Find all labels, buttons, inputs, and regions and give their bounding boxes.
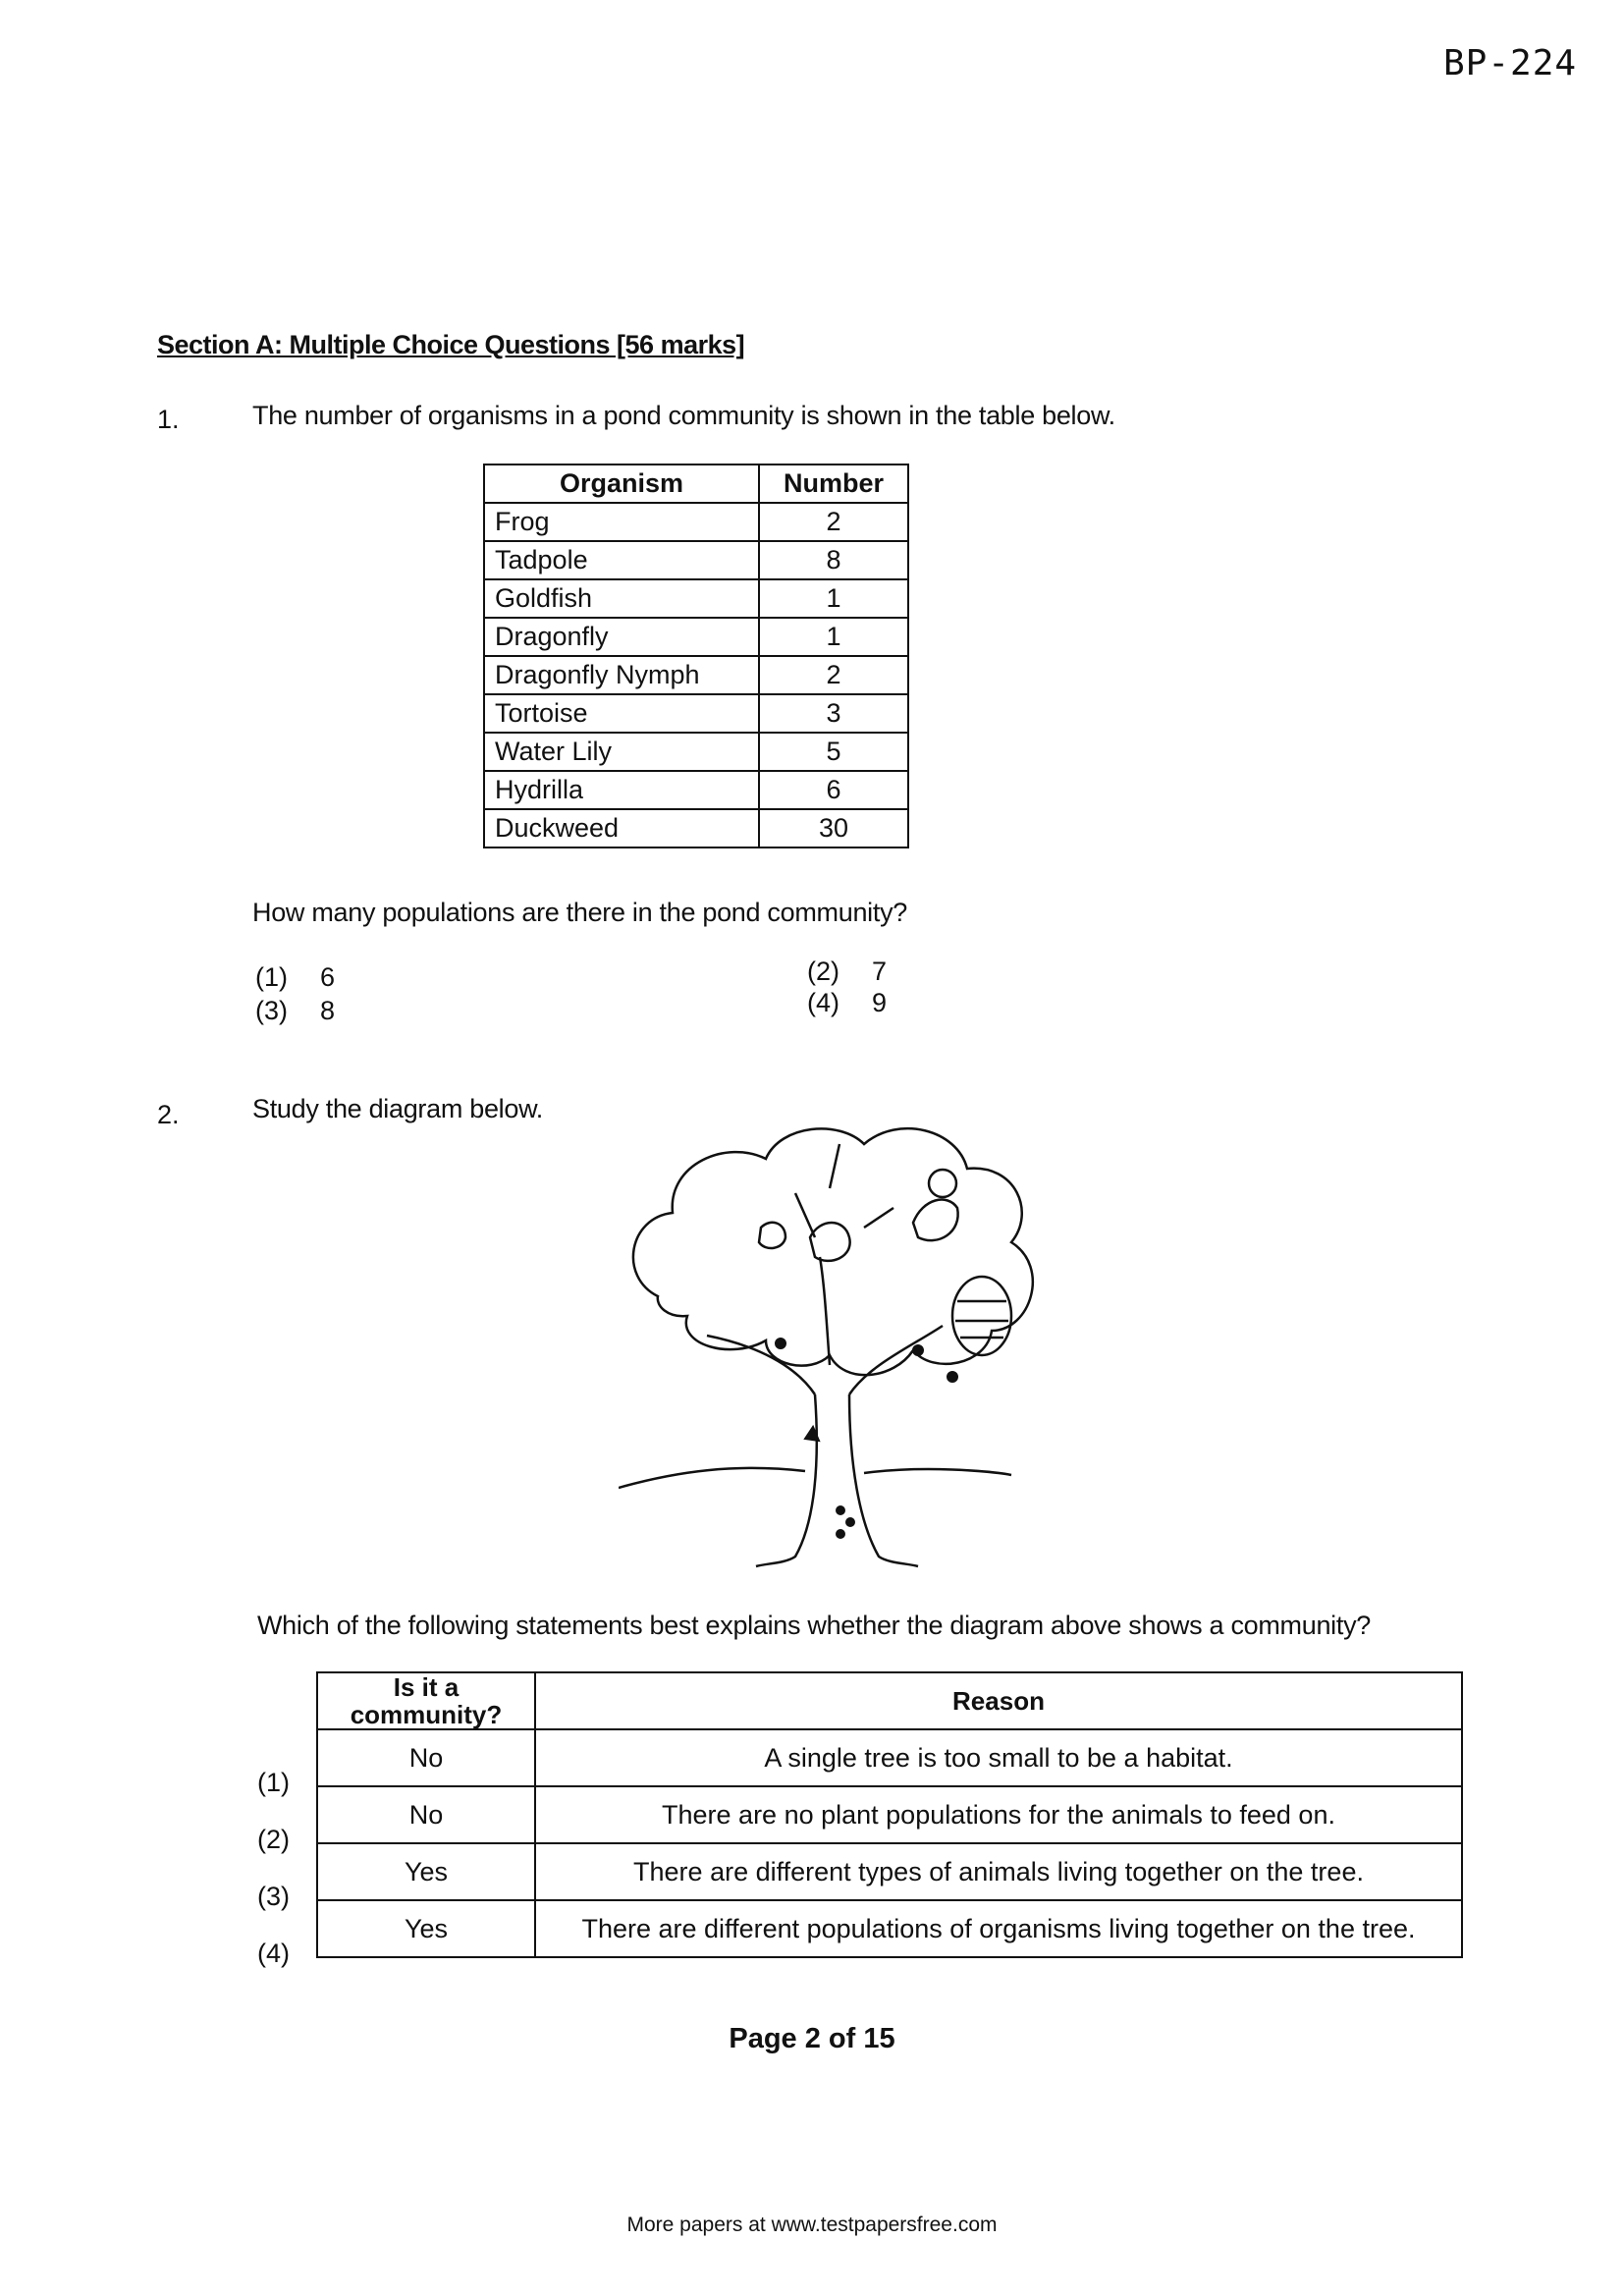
question-2-prompt: Which of the following statements best explains whether the diagram above shows a community?	[257, 1611, 1371, 1640]
option-1[interactable]	[255, 962, 335, 993]
option-2[interactable]	[807, 957, 887, 987]
paper-code: BP-224	[1443, 43, 1578, 83]
answer-row-label-3: (3)	[257, 1882, 290, 1911]
organism-header: Organism	[484, 465, 759, 503]
reason-header: Reason	[535, 1672, 1462, 1729]
answer-row-label-4: (4)	[257, 1939, 290, 1968]
organism-cell: Dragonfly Nymph	[484, 656, 759, 694]
footer-site: More papers at www.testpapersfree.com	[626, 2214, 998, 2236]
organism-cell: Hydrilla	[484, 771, 759, 809]
option-value: 8	[320, 996, 336, 1025]
number-cell: 3	[759, 694, 908, 733]
answer-row-3[interactable]	[317, 1843, 1462, 1900]
question-1-number: 1.	[157, 405, 180, 434]
option-4[interactable]	[807, 988, 887, 1018]
answer-cell: No	[317, 1786, 535, 1843]
answer-row-2[interactable]	[317, 1786, 1462, 1843]
answer-table	[316, 1671, 1463, 1958]
community-header: Is it a community?	[317, 1672, 535, 1729]
number-cell: 2	[759, 656, 908, 694]
table-row	[484, 503, 908, 541]
answer-row-4[interactable]	[317, 1900, 1462, 1957]
option-label: (2)	[807, 957, 839, 986]
number-cell: 1	[759, 579, 908, 618]
option-label: (1)	[255, 962, 288, 992]
answer-row-label-2: (2)	[257, 1825, 290, 1854]
organism-cell: Duckweed	[484, 809, 759, 847]
organism-cell: Goldfish	[484, 579, 759, 618]
page-number: Page 2 of 15	[729, 2023, 895, 2054]
table-row	[484, 618, 908, 656]
organism-table	[483, 464, 909, 848]
number-cell: 1	[759, 618, 908, 656]
question-2-text: Study the diagram below.	[252, 1094, 543, 1123]
table-row	[484, 579, 908, 618]
organism-cell: Dragonfly	[484, 618, 759, 656]
table-row	[484, 541, 908, 579]
number-cell: 6	[759, 771, 908, 809]
answer-cell: No	[317, 1729, 535, 1786]
option-label: (3)	[255, 996, 288, 1025]
option-value: 9	[872, 988, 888, 1017]
question-1-text: The number of organisms in a pond community is shown in the table below.	[252, 401, 1115, 430]
organism-cell: Tadpole	[484, 541, 759, 579]
number-cell: 30	[759, 809, 908, 847]
table-row	[484, 656, 908, 694]
option-3[interactable]	[255, 996, 335, 1026]
organism-cell: Frog	[484, 503, 759, 541]
number-header: Number	[759, 465, 908, 503]
answer-cell: Yes	[317, 1843, 535, 1900]
table-row	[484, 771, 908, 809]
reason-cell: There are different types of animals living together on the tree.	[535, 1843, 1462, 1900]
reason-cell: There are no plant populations for the animals to feed on.	[535, 1786, 1462, 1843]
answer-row-label-1: (1)	[257, 1768, 290, 1797]
number-cell: 2	[759, 503, 908, 541]
question-1-prompt: How many populations are there in the pond community?	[252, 898, 907, 927]
reason-cell: A single tree is too small to be a habitat.	[535, 1729, 1462, 1786]
tree-diagram	[619, 1110, 1070, 1571]
table-row	[484, 694, 908, 733]
answer-row-1[interactable]	[317, 1729, 1462, 1786]
reason-cell: There are different populations of organisms living together on the tree.	[535, 1900, 1462, 1957]
organism-cell: Water Lily	[484, 733, 759, 771]
question-2-number: 2.	[157, 1100, 180, 1129]
option-label: (4)	[807, 988, 839, 1017]
option-value: 7	[872, 957, 888, 986]
number-cell: 8	[759, 541, 908, 579]
number-cell: 5	[759, 733, 908, 771]
table-row	[484, 733, 908, 771]
option-value: 6	[320, 962, 336, 992]
table-row	[484, 809, 908, 847]
answer-cell: Yes	[317, 1900, 535, 1957]
section-title: Section A: Multiple Choice Questions [56 marks]	[157, 330, 745, 359]
organism-cell: Tortoise	[484, 694, 759, 733]
